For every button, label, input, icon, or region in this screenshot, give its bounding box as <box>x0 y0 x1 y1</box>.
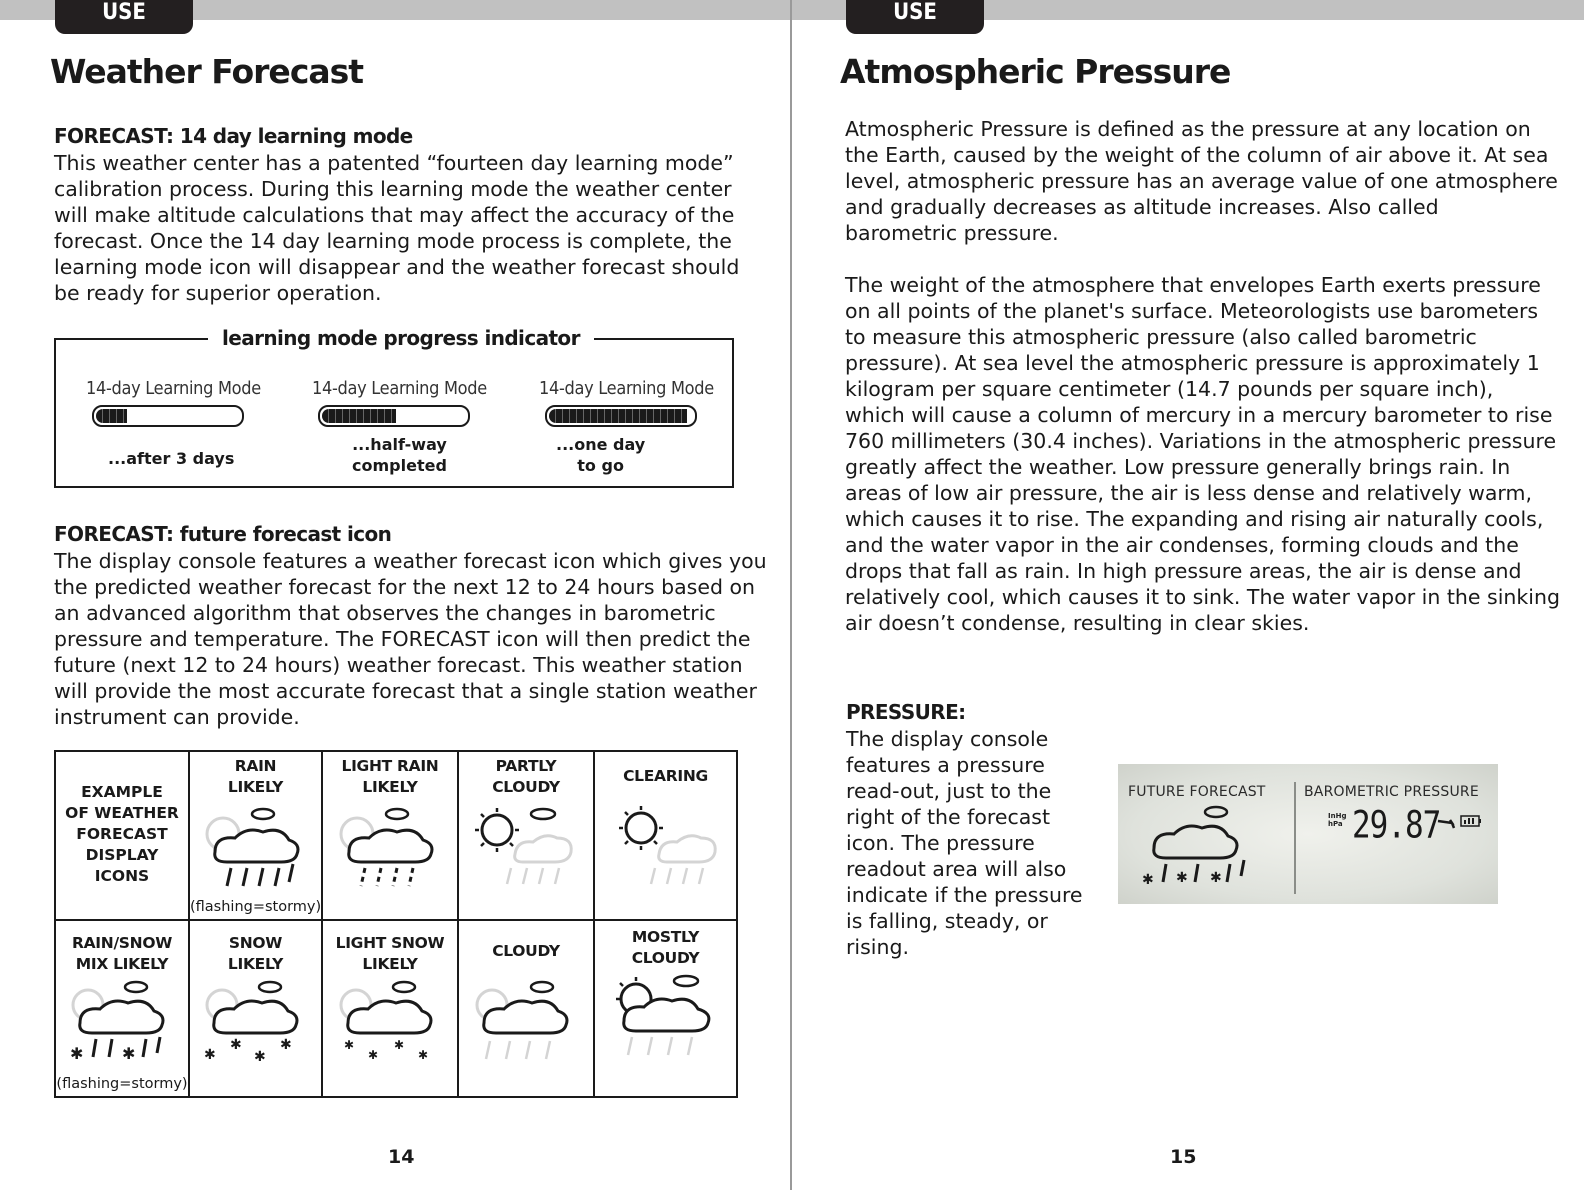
pressure-readout-paragraph: The display console features a pressure read-out, just to the right of the forecast icon. The pressure readout area will also indicate if the pressure is falling, steady, or rising. <box>846 727 1083 959</box>
progress-item-3-days <box>86 378 266 427</box>
svg-text:✱: ✱ <box>229 1037 242 1053</box>
section-heading-forecast-icon: FORECAST: future forecast icon <box>54 522 392 546</box>
svg-text:✱: ✱ <box>418 1048 429 1062</box>
lcd-display <box>1118 764 1498 904</box>
page-title: Atmospheric Pressure <box>840 52 1231 91</box>
progress-caption: ...one day to go <box>556 435 646 475</box>
progress-item-one-day <box>539 378 719 427</box>
page-number: 15 <box>1170 1146 1197 1168</box>
svg-text:✱: ✱ <box>253 1049 266 1065</box>
forecast-icon-paragraph: The display console features a weather forecast icon which gives you the predicted weather forecast for the next 12 to 24 hours based on an advanced algorithm that observes the changes in barometric pressure and temperature. The FORECAST icon will then predict the future (next 12 to 24 hours) weather forecast. This weather station will provide the most accurate forecast that a single station weather instrument can provide. <box>54 549 767 729</box>
page-title: Weather Forecast <box>50 52 364 91</box>
mostly-cloudy-icon <box>608 971 724 1061</box>
pressure-definition-paragraph: Atmospheric Pressure is defined as the pressure at any location on the Earth, caused by the weight of the column of air above it. At sea level, atmospheric pressure has an average value of one atmosphere and gradually decreases as altitude increases. Also called barometric pressure. <box>845 117 1558 245</box>
progress-caption: ...half-way completed <box>352 435 447 475</box>
forecast-cell-clearing: CLEARING <box>594 751 737 920</box>
learning-mode-paragraph: This weather center has a patented “fourteen day learning mode” calibration process. During this learning mode the weather center will make altitude calculations that may affect the accuracy of the forecast. Once the 14 day learning mode process is complete, the learning mode icon will disappear and the weather forecast should be ready for superior operation. <box>54 151 740 305</box>
svg-text:✱: ✱ <box>1142 872 1154 888</box>
progress-label: 14-day Learning Mode <box>86 378 261 399</box>
future-forecast-label: FUTURE FORECAST <box>1128 784 1266 800</box>
progress-caption: ...after 3 days <box>108 449 235 468</box>
forecast-cell-light-snow: LIGHT SNOW LIKELY ✱ ✱ ✱ ✱ <box>322 920 458 1097</box>
rain-snow-icon <box>66 979 178 1065</box>
forecast-cell-light-rain: LIGHT RAIN LIKELY <box>322 751 458 920</box>
pressure-trend-arrow-icon <box>1436 818 1458 830</box>
pressure-heading: PRESSURE: <box>846 700 966 724</box>
forecast-cell-mostly-cloudy: MOSTLY CLOUDY <box>594 920 737 1097</box>
svg-text:✱: ✱ <box>1176 870 1188 886</box>
progress-item-half-way <box>312 378 492 427</box>
snow-icon <box>200 979 312 1065</box>
light-snow-icon <box>334 979 446 1065</box>
section-heading-learning-mode: FORECAST: 14 day learning mode <box>54 124 413 148</box>
svg-text:✱: ✱ <box>368 1048 379 1062</box>
svg-text:✱: ✱ <box>279 1037 292 1053</box>
rain-icon <box>201 802 311 892</box>
progress-box-title: learning mode progress indicator <box>208 326 594 350</box>
section-tab: USE <box>55 0 193 34</box>
cloudy-icon <box>470 979 582 1065</box>
forecast-cell-rain-snow: RAIN/SNOW MIX LIKELY ✱ ✱ (flashing=stormy) <box>55 920 189 1097</box>
pressure-units: InHg hPa <box>1328 812 1347 828</box>
progress-label: 14-day Learning Mode <box>539 378 714 399</box>
progress-fill <box>96 409 127 423</box>
forecast-cell-cloudy: CLOUDY <box>458 920 594 1097</box>
progress-fill <box>322 409 396 423</box>
progress-label: 14-day Learning Mode <box>312 378 487 399</box>
svg-text:✱: ✱ <box>203 1047 216 1063</box>
page-number: 14 <box>388 1146 415 1168</box>
progress-bar <box>92 405 244 427</box>
example-label-cell: EXAMPLE OF WEATHER FORECAST DISPLAY ICONS <box>55 751 189 920</box>
flashing-note: (flashing=stormy) <box>190 899 322 915</box>
right-page <box>792 0 1584 1190</box>
svg-text:✱: ✱ <box>70 1044 84 1063</box>
light-rain-icon <box>335 802 445 892</box>
progress-fill <box>549 409 687 423</box>
section-tab: USE <box>846 0 984 34</box>
forecast-cell-snow: SNOW LIKELY ✱ ✱ ✱ ✱ <box>189 920 322 1097</box>
pressure-value: 29.87 <box>1352 804 1441 848</box>
progress-bar <box>545 405 697 427</box>
svg-text:✱: ✱ <box>1210 870 1222 886</box>
barometric-pressure-label: BAROMETRIC PRESSURE <box>1304 784 1479 800</box>
progress-bar <box>318 405 470 427</box>
flashing-note: (flashing=stormy) <box>56 1076 188 1092</box>
partly-cloudy-icon <box>471 802 581 892</box>
clearing-icon <box>611 802 721 892</box>
svg-text:✱: ✱ <box>394 1038 405 1052</box>
forecast-cell-partly-cloudy: PARTLY CLOUDY <box>458 751 594 920</box>
svg-text:✱: ✱ <box>344 1038 355 1052</box>
lcd-forecast-icon <box>1140 804 1260 894</box>
pressure-weather-paragraph: The weight of the atmosphere that envelopes Earth exerts pressure on all points of the planet's surface. Meteorologists use barometers to measure this atmospheric pressure (also called barometric pressure). At sea level the atmospheric pressure is approximately 1 kilogram per square centimeter (14.7 pounds per square inch), which will cause a column of mercury in a mercury barometer to rise 760 millimeters (30.4 inches). Variations in the atmospheric pressure greatly affect the weather. Low pressure generally brings rain. In areas of low air pressure, the air is less dense and relatively warm, which causes it to rise. The expanding and rising air naturally cools, and the water vapor in the air condenses, forming clouds and the drops that fall as rain. In high pressure areas, the air is dense and relatively cool, which causes it to sink. The water vapor in the sinking air doesn’t condense, resulting in clear skies. <box>845 273 1560 635</box>
svg-text:✱: ✱ <box>122 1044 136 1063</box>
battery-icon <box>1460 814 1482 828</box>
forecast-cell-rain: RAIN LIKELY (flashing=stormy) <box>189 751 322 920</box>
lcd-divider <box>1294 782 1296 894</box>
forecast-icons-table <box>54 750 738 1098</box>
learning-mode-progress-box <box>54 326 734 488</box>
